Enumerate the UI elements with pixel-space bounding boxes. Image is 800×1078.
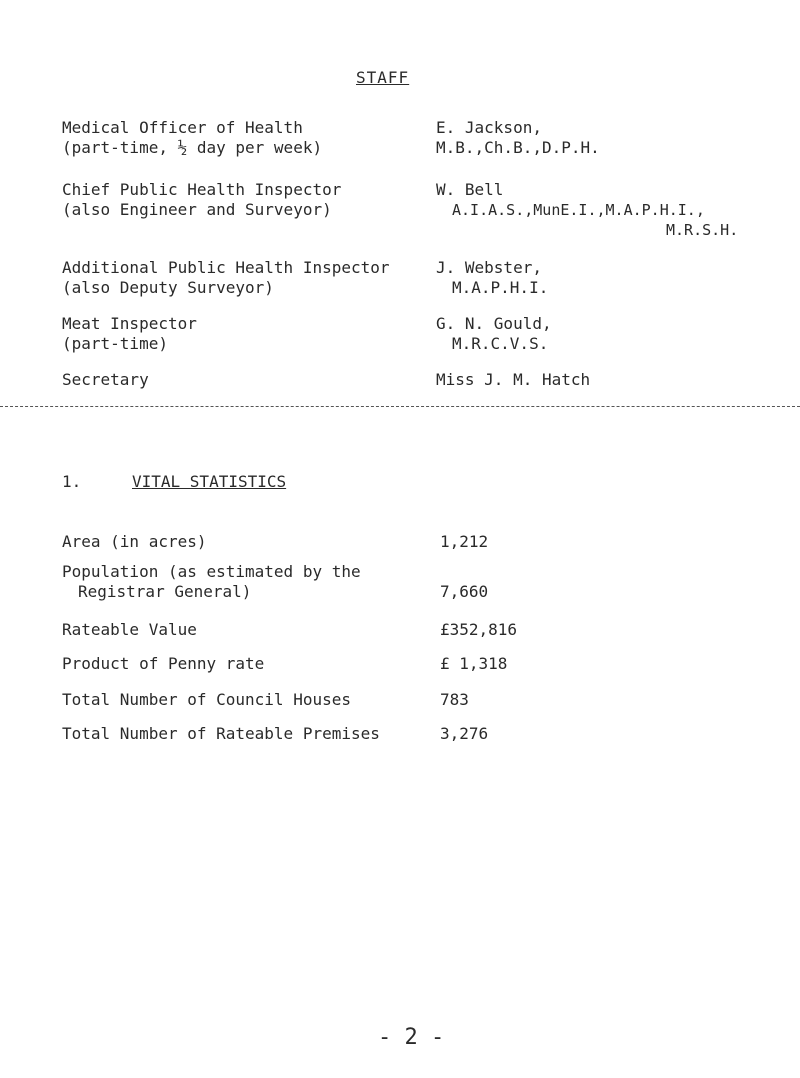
staff-role-detail: (also Engineer and Surveyor) xyxy=(62,200,332,219)
staff-role: Chief Public Health Inspector xyxy=(62,180,342,199)
staff-name: E. Jackson, xyxy=(436,118,542,137)
staff-role: Additional Public Health Inspector xyxy=(62,258,390,277)
staff-heading: STAFF xyxy=(356,68,410,87)
staff-name: J. Webster, xyxy=(436,258,542,277)
stat-value: 7,660 xyxy=(440,582,489,601)
staff-name: G. N. Gould, xyxy=(436,314,552,333)
stat-label-cont: Registrar General) xyxy=(78,582,252,601)
stat-label: Product of Penny rate xyxy=(62,654,265,673)
page-number: - 2 - xyxy=(378,1025,445,1050)
stat-label: Total Number of Council Houses xyxy=(62,690,351,709)
staff-role-detail: (part-time, ½ day per week) xyxy=(62,138,323,157)
stat-label: Area (in acres) xyxy=(62,532,207,551)
stat-value: 783 xyxy=(440,690,469,709)
staff-qualifications: M.B.,Ch.B.,D.P.H. xyxy=(436,138,600,157)
staff-name: Miss J. M. Hatch xyxy=(436,370,591,389)
staff-role: Meat Inspector xyxy=(62,314,197,333)
stat-value: 1,212 xyxy=(440,532,489,551)
staff-role-detail: (also Deputy Surveyor) xyxy=(62,278,274,297)
section-number: 1. xyxy=(62,472,82,491)
staff-role: Medical Officer of Health xyxy=(62,118,303,137)
staff-role-detail: (part-time) xyxy=(62,334,168,353)
staff-qualifications: A.I.A.S.,MunE.I.,M.A.P.H.I., xyxy=(452,201,705,219)
staff-name: W. Bell xyxy=(436,180,504,199)
stat-value: 3,276 xyxy=(440,724,489,743)
stat-value: £352,816 xyxy=(440,620,518,639)
stat-label: Population (as estimated by the xyxy=(62,562,361,581)
staff-qualifications: M.A.P.H.I. xyxy=(452,278,549,297)
section-title: VITAL STATISTICS xyxy=(132,472,287,491)
stat-label: Total Number of Rateable Premises xyxy=(62,724,380,743)
staff-role: Secretary xyxy=(62,370,149,389)
stat-label: Rateable Value xyxy=(62,620,197,639)
stat-value: £ 1,318 xyxy=(440,654,508,673)
section-divider xyxy=(0,406,800,407)
staff-qualifications: M.R.C.V.S. xyxy=(452,334,549,353)
staff-qualifications-cont: M.R.S.H. xyxy=(666,221,739,239)
